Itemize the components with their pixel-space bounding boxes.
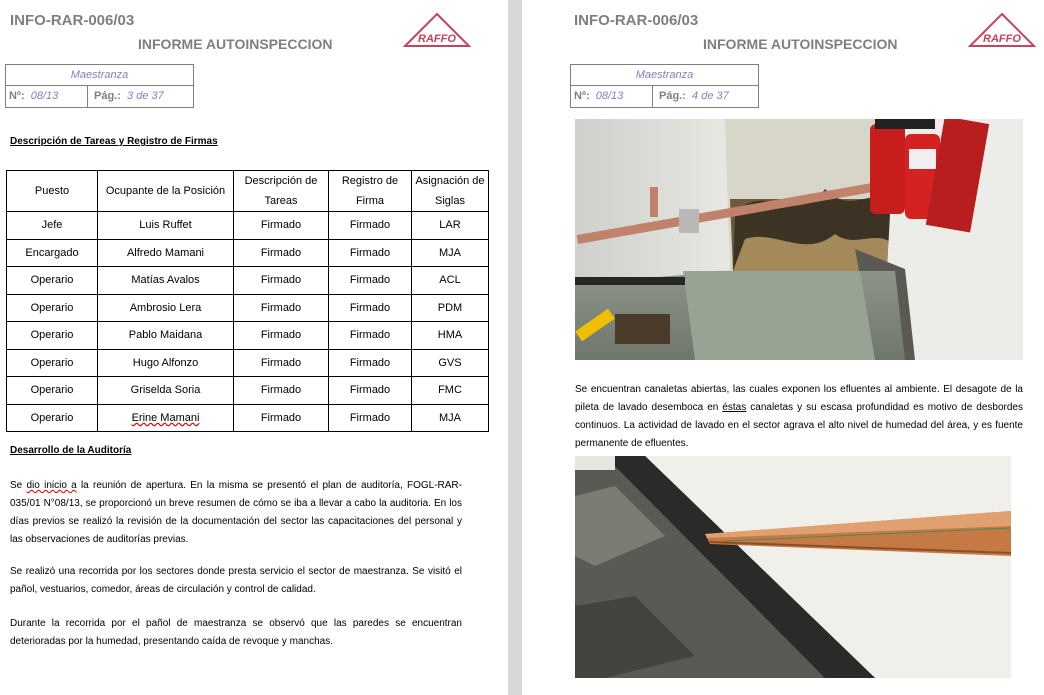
document-title: INFORME AUTOINSPECCION	[703, 36, 898, 52]
table-cell: Encargado	[7, 239, 98, 267]
table-cell: FMC	[412, 377, 489, 405]
table-row	[7, 404, 489, 432]
table-cell: Alfredo Mamani	[98, 239, 234, 267]
header-meta-box	[5, 64, 194, 108]
document-code: INFO-RAR-006/03	[574, 12, 699, 29]
page-number: Pág.: 3 de 37	[94, 90, 164, 102]
table-row	[7, 212, 489, 240]
header-meta-box	[570, 64, 759, 108]
document-title: INFORME AUTOINSPECCION	[138, 36, 333, 52]
table-cell: Operario	[7, 404, 98, 432]
raffo-logo: RAFFO	[403, 12, 471, 48]
table-row	[7, 322, 489, 350]
table-cell: Operario	[7, 294, 98, 322]
table-cell: Ambrosio Lera	[98, 294, 234, 322]
table-cell: Matías Avalos	[98, 267, 234, 295]
document-page-right	[522, 0, 1044, 695]
table-cell: Operario	[7, 267, 98, 295]
table-header-cell: Puesto	[7, 171, 98, 212]
document-code: INFO-RAR-006/03	[10, 12, 135, 29]
section-title-audit: Desarrollo de la Auditoría	[10, 445, 132, 456]
table-cell: Pablo Maidana	[98, 322, 234, 350]
table-cell: ACL	[412, 267, 489, 295]
table-cell: HMA	[412, 322, 489, 350]
table-cell: Firmado	[329, 239, 412, 267]
table-header-row	[7, 171, 489, 212]
table-row	[7, 239, 489, 267]
report-number: Nº: 08/13	[6, 86, 88, 107]
section-title-tasks: Descripción de Tareas y Registro de Firmas	[10, 136, 218, 147]
raffo-logo: RAFFO	[968, 12, 1036, 48]
table-cell: Operario	[7, 377, 98, 405]
table-cell: Firmado	[234, 404, 329, 432]
area-label: Maestranza	[6, 65, 193, 86]
table-row	[7, 294, 489, 322]
table-cell: Operario	[7, 349, 98, 377]
table-cell: Hugo Alfonzo	[98, 349, 234, 377]
table-cell: Erine Mamani	[98, 404, 234, 432]
area-label: Maestranza	[571, 65, 758, 86]
table-cell: Firmado	[234, 294, 329, 322]
table-header-cell: Ocupante de la Posición	[98, 171, 234, 212]
table-cell: LAR	[412, 212, 489, 240]
table-cell: Firmado	[234, 212, 329, 240]
table-cell: Firmado	[329, 322, 412, 350]
table-cell: MJA	[412, 404, 489, 432]
table-cell: Firmado	[329, 404, 412, 432]
signatures-table	[6, 170, 489, 432]
paragraph-tour: Se realizó una recorrida por los sectores donde presta servicio el sector de maestranza. Se visitó el pañol, vestuarios, comedor, áreas de circulación y control de calidad.	[10, 566, 462, 595]
table-cell: Firmado	[234, 377, 329, 405]
table-cell: Firmado	[329, 349, 412, 377]
table-cell: Firmado	[329, 294, 412, 322]
table-cell: Operario	[7, 322, 98, 350]
table-header-cell: Descripción de Tareas	[234, 171, 329, 212]
table-cell: Firmado	[234, 239, 329, 267]
table-cell: Firmado	[329, 212, 412, 240]
table-cell: Firmado	[234, 322, 329, 350]
table-cell: Griselda Soria	[98, 377, 234, 405]
paragraph-opening: Se dio inicio a la reunión de apertura. En la misma se presentó el plan de auditoría, FOGL-RAR-035/01 N°08/13, se proporcionó un breve resumen de cómo se iba a llevar a cabo la auditoria. En los días previos se realizó la revisión de la documentación del sector las capacitaciones del personal y las observaciones de auditorías previas.	[10, 480, 462, 545]
page-number: Pág.: 4 de 37	[659, 90, 729, 102]
photo-damp-wall-extinguishers	[575, 119, 1023, 360]
paragraph-observation: Durante la recorrida por el pañol de maestranza se observó que las paredes se encuentran deterioradas por la humedad, presentando caída de revoque y manchas.	[10, 618, 462, 647]
table-row	[7, 267, 489, 295]
paragraph-gutters: Se encuentran canaletas abiertas, las cuales exponen los efluentes al ambiente. El desagote de la pileta de lavado desemboca en éstas canaletas y su escasa profundidad es motivo de desbordes continuos. La actividad de lavado en el sector agrava el alto nivel de humedad del área, y es fuente permanente de efluentes.	[575, 384, 1023, 449]
table-cell: Firmado	[234, 267, 329, 295]
report-number: Nº: 08/13	[571, 86, 653, 107]
table-cell: Jefe	[7, 212, 98, 240]
table-cell: MJA	[412, 239, 489, 267]
table-header-cell: Asignación de Siglas	[412, 171, 489, 212]
table-cell: Firmado	[329, 267, 412, 295]
table-cell: Firmado	[234, 349, 329, 377]
table-row	[7, 377, 489, 405]
table-row	[7, 349, 489, 377]
table-cell: Firmado	[329, 377, 412, 405]
document-page-left	[0, 0, 508, 695]
table-cell: PDM	[412, 294, 489, 322]
photo-open-gutter-pipe	[575, 456, 1011, 678]
table-cell: Luis Ruffet	[98, 212, 234, 240]
table-cell: GVS	[412, 349, 489, 377]
table-header-cell: Registro de Firma	[329, 171, 412, 212]
